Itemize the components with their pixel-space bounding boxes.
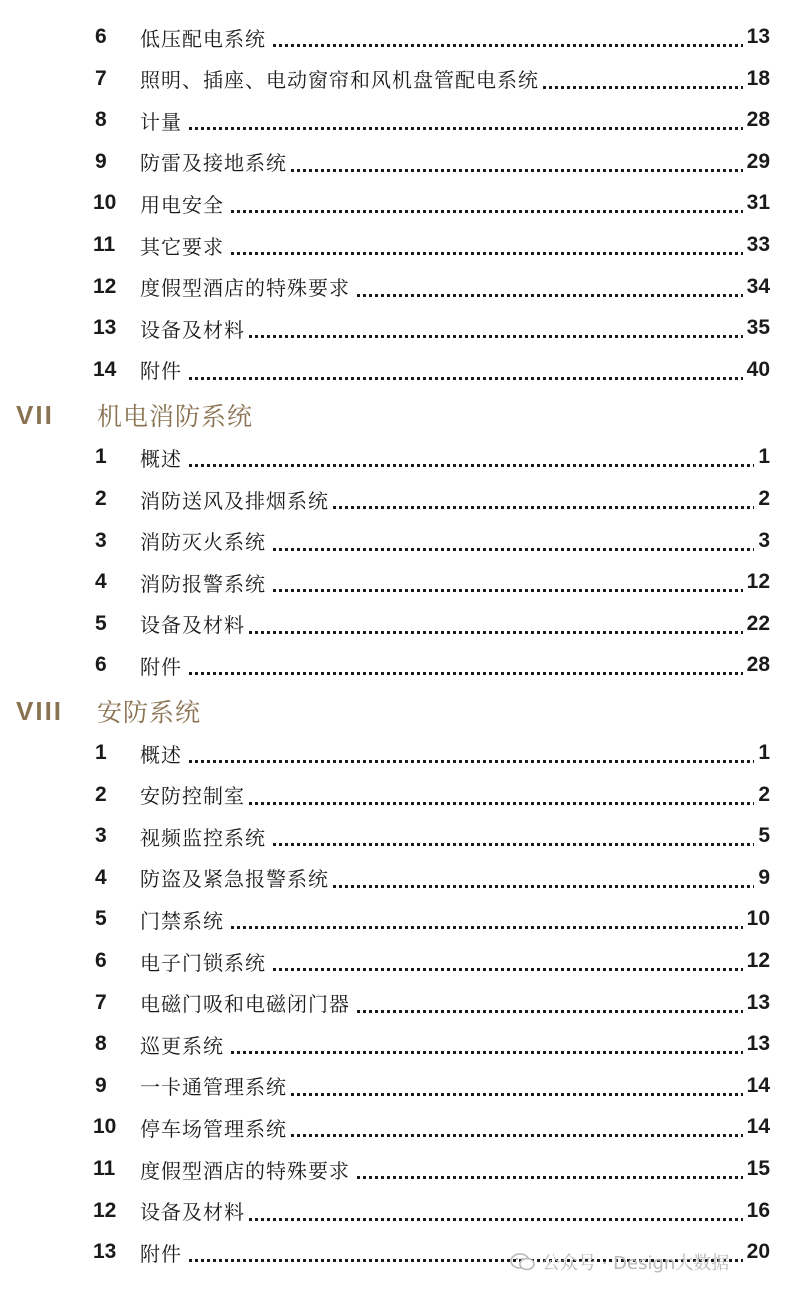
entry-page-number: 9 [754, 866, 770, 890]
watermark [510, 1247, 729, 1277]
entry-page-number: 31 [743, 191, 770, 215]
toc-entry[interactable] [0, 774, 800, 816]
entry-title: 度假型酒店的特殊要求 [140, 1155, 354, 1184]
entry-title: 消防送风及排烟系统 [140, 485, 333, 514]
entry-title: 计量 [140, 106, 186, 135]
entry-page-number: 5 [754, 824, 770, 848]
entry-title: 低压配电系统 [140, 23, 270, 52]
entry-title: 设备及材料 [140, 314, 249, 343]
entry-page-number: 14 [743, 1074, 770, 1098]
toc-entry[interactable] [0, 898, 800, 940]
entry-page-number: 2 [754, 783, 770, 807]
entry-page-number: 34 [743, 275, 770, 299]
entry-number: 3 [95, 528, 107, 552]
entry-page-number: 15 [743, 1157, 770, 1181]
entry-title: 安防控制室 [140, 780, 249, 809]
entry-title: 一卡通管理系统 [140, 1071, 291, 1100]
toc-entry[interactable] [0, 266, 800, 308]
entry-page-number: 35 [743, 316, 770, 340]
entry-number: 5 [95, 907, 107, 931]
entry-number: 8 [95, 1032, 107, 1056]
entry-title: 电磁门吸和电磁闭门器 [140, 988, 354, 1017]
entry-number: 12 [93, 1198, 117, 1222]
entry-page-number: 14 [743, 1115, 770, 1139]
dot-leader [140, 926, 768, 929]
entry-number: 10 [93, 1115, 117, 1139]
section-roman-numeral: VII [16, 399, 54, 430]
toc-entry[interactable] [0, 224, 800, 266]
toc-entry[interactable] [0, 1190, 800, 1232]
toc-entry[interactable] [0, 182, 800, 224]
entry-page-number: 12 [743, 570, 770, 594]
entry-number: 1 [95, 445, 107, 469]
entry-page-number: 28 [743, 653, 770, 677]
toc-entry[interactable] [0, 644, 800, 686]
entry-number: 9 [95, 149, 107, 173]
dot-leader [140, 464, 768, 467]
entry-title: 消防灭火系统 [140, 526, 270, 555]
entry-title: 概述 [140, 739, 186, 768]
entry-number: 6 [95, 25, 107, 48]
entry-page-number: 28 [743, 108, 770, 132]
entry-title: 附件 [140, 651, 186, 680]
entry-page-number: 1 [754, 741, 770, 765]
toc-entry[interactable] [0, 58, 800, 100]
toc-entry[interactable] [0, 520, 800, 562]
entry-title: 附件 [140, 355, 186, 384]
entry-number: 9 [95, 1073, 107, 1097]
entry-page-number: 13 [743, 1032, 770, 1056]
entry-number: 13 [93, 1240, 117, 1264]
toc-entry[interactable] [0, 857, 800, 899]
entry-page-number: 12 [743, 949, 770, 973]
entry-number: 3 [95, 824, 107, 848]
entry-number: 7 [95, 66, 107, 90]
dot-leader [140, 252, 768, 255]
entry-title: 度假型酒店的特殊要求 [140, 272, 354, 301]
toc-entry[interactable] [0, 815, 800, 857]
toc-entry[interactable] [0, 561, 800, 603]
entry-title: 消防报警系统 [140, 568, 270, 597]
entry-page-number: 22 [743, 612, 770, 636]
toc-entry[interactable] [0, 478, 800, 520]
entry-page-number: 1 [754, 445, 770, 469]
entry-title: 附件 [140, 1238, 186, 1267]
toc-entry[interactable] [0, 349, 800, 391]
entry-number: 8 [95, 108, 107, 132]
entry-title: 照明、插座、电动窗帘和风机盘管配电系统 [140, 64, 543, 93]
entry-number: 6 [95, 653, 107, 677]
entry-number: 5 [95, 611, 107, 635]
entry-title: 设备及材料 [140, 1196, 249, 1225]
entry-number: 11 [93, 1157, 116, 1180]
entry-title: 其它要求 [140, 231, 228, 260]
toc-entry[interactable] [0, 732, 800, 774]
entry-page-number: 10 [743, 907, 770, 931]
entry-title: 用电安全 [140, 189, 228, 218]
toc-entry[interactable] [0, 940, 800, 982]
section-title: 安防系统 [97, 698, 202, 727]
entry-number: 6 [95, 949, 107, 972]
entry-title: 电子门锁系统 [140, 947, 270, 976]
wechat-icon [510, 1252, 536, 1272]
entry-number: 4 [95, 570, 107, 594]
entry-page-number: 13 [743, 991, 770, 1015]
section-heading [0, 688, 800, 734]
toc-entry[interactable] [0, 99, 800, 141]
watermark-text: 公众号 · Design大数据 [542, 1253, 730, 1274]
entry-title: 防雷及接地系统 [140, 147, 291, 176]
entry-title: 巡更系统 [140, 1030, 228, 1059]
entry-page-number: 29 [743, 150, 770, 174]
entry-title: 设备及材料 [140, 609, 249, 638]
dot-leader [140, 760, 768, 763]
toc-entry[interactable] [0, 307, 800, 349]
dot-leader [140, 127, 768, 130]
toc-entry[interactable] [0, 603, 800, 645]
entry-title: 防盗及紧急报警系统 [140, 863, 333, 892]
entry-title: 概述 [140, 443, 186, 472]
entry-page-number: 40 [743, 358, 770, 382]
entry-page-number: 33 [743, 233, 770, 257]
dot-leader [140, 210, 768, 213]
section-title: 机电消防系统 [97, 402, 254, 432]
entry-page-number: 16 [743, 1199, 770, 1223]
toc-entry[interactable] [0, 141, 800, 183]
entry-number: 2 [95, 487, 107, 510]
toc-entry[interactable] [0, 1106, 800, 1148]
entry-title: 视频监控系统 [140, 822, 270, 851]
toc-entry[interactable] [0, 1023, 800, 1065]
entry-page-number: 13 [743, 25, 770, 49]
entry-number: 1 [95, 741, 107, 764]
section-heading [0, 392, 800, 438]
entry-number: 12 [93, 274, 117, 298]
entry-page-number: 20 [743, 1240, 770, 1264]
entry-number: 13 [93, 316, 117, 340]
toc-entry[interactable] [0, 436, 800, 478]
toc-entry[interactable] [0, 982, 800, 1024]
entry-title: 停车场管理系统 [140, 1113, 291, 1142]
dot-leader [140, 1051, 768, 1054]
entry-number: 7 [95, 990, 107, 1014]
section-roman-numeral: VIII [16, 695, 64, 726]
toc-entry[interactable] [0, 16, 800, 58]
entry-number: 14 [93, 357, 117, 381]
entry-page-number: 3 [754, 529, 770, 553]
entry-number: 4 [95, 865, 107, 889]
toc-entry[interactable] [0, 1148, 800, 1190]
entry-number: 10 [93, 191, 117, 215]
dot-leader [140, 672, 768, 675]
entry-page-number: 2 [754, 487, 770, 511]
entry-page-number: 18 [743, 67, 770, 91]
dot-leader [140, 377, 768, 380]
entry-number: 2 [95, 782, 107, 806]
toc-entry[interactable] [0, 1065, 800, 1107]
entry-title: 门禁系统 [140, 905, 228, 934]
entry-number: 11 [93, 233, 116, 256]
